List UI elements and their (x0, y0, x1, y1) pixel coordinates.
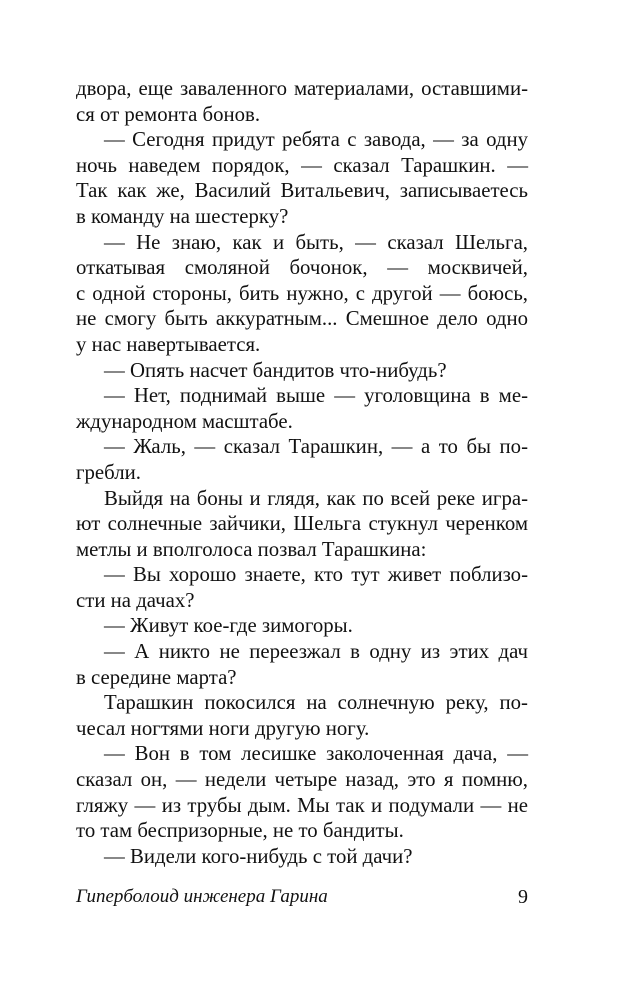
text-line: Выйдя на боны и глядя, как по всей реке игра- (104, 486, 528, 510)
text-line: гребли. (76, 460, 141, 484)
text-line: чесал ногтями ноги другую ногу. (76, 716, 370, 740)
text-line: не смогу быть аккуратным... Смешное дело одно (76, 307, 528, 331)
text-line: гляжу — из трубы дым. Мы так и подумали — не (76, 793, 528, 817)
page-number: 9 (518, 886, 528, 908)
text-line: — Видели кого-нибудь с той дачи? (104, 844, 413, 868)
text-line: ночь наведем порядок, — сказал Тарашкин. — (76, 153, 528, 177)
text-line: ют солнечные зайчики, Шельга стукнул черенком (76, 512, 528, 536)
text-line: ждународном масштабе. (76, 409, 293, 433)
text-line: — Опять насчет бандитов что-нибудь? (104, 358, 447, 382)
text-line: сказал он, — недели четыре назад, это я помню, (76, 768, 528, 792)
text-line: — Вон в том лесишке заколоченная дача, — (104, 742, 528, 766)
text-line: — Вы хорошо знаете, кто тут живет поблизо- (104, 563, 528, 587)
text-line: двора, еще заваленного материалами, оставшими- (76, 77, 528, 100)
text-line: с одной стороны, бить нужно, с другой — боюсь, (76, 281, 528, 305)
page-footer (76, 884, 528, 910)
text-line: Так как же, Василий Витальевич, записываетесь (76, 179, 528, 203)
text-line: — Не знаю, как и быть, — сказал Шельга, (104, 230, 528, 254)
text-line: у нас навертывается. (76, 332, 261, 356)
text-line: — Сегодня придут ребята с завода, — за одну (104, 128, 528, 152)
text-line: — Живут кое-где зимогоры. (104, 614, 353, 638)
running-title: Гиперболоид инженера Гарина (76, 886, 328, 907)
text-line: — Нет, поднимай выше — уголовщина в ме- (104, 384, 528, 408)
text-line: ся от ремонта бонов. (76, 102, 261, 126)
text-line: — А никто не переезжал в одну из этих дач (104, 640, 528, 664)
text-line: сти на дачах? (76, 588, 195, 612)
text-line: Тарашкин покосился на солнечную реку, по- (104, 691, 528, 715)
text-line: — Жаль, — сказал Тарашкин, — а то бы по- (104, 435, 528, 459)
page-body-text (76, 76, 528, 869)
text-line: метлы и вполголоса позвал Тарашкина: (76, 537, 427, 561)
text-line: в команду на шестерку? (76, 204, 289, 228)
text-line: то там беспризорные, не то бандиты. (76, 819, 404, 843)
text-line: в середине марта? (76, 665, 237, 689)
text-line: откатывая смоляной бочонок, — москвичей, (76, 256, 528, 280)
